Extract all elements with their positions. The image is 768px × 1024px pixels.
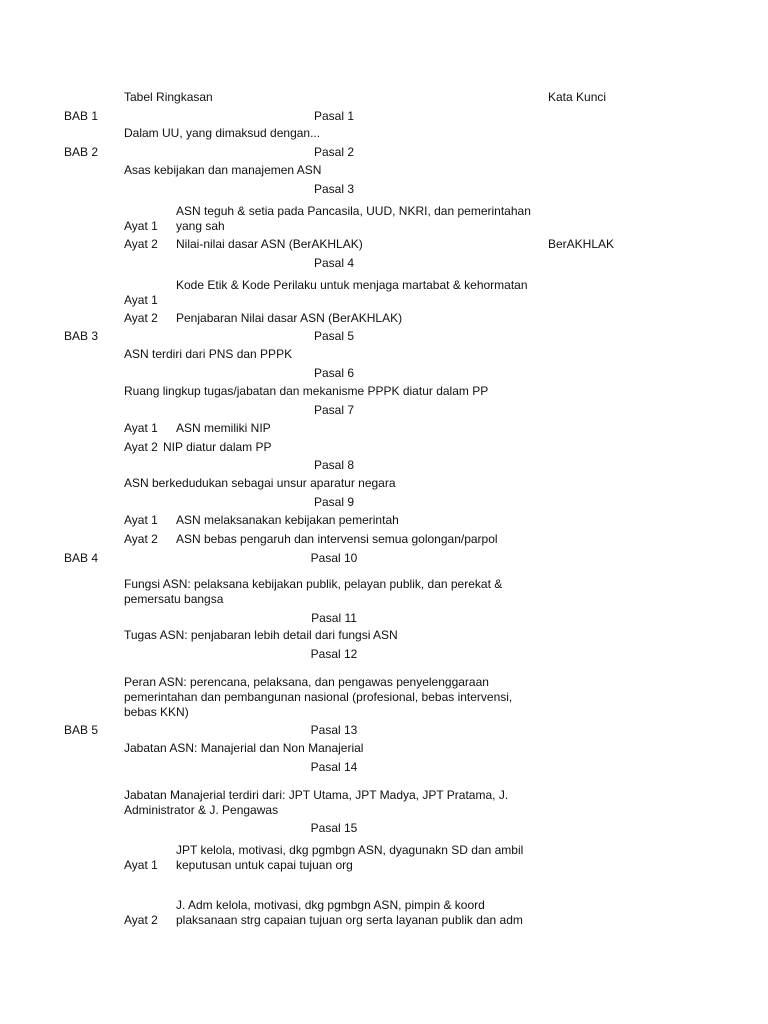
ayat-text: ASN teguh & setia pada Pancasila, UUD, NKRI, dan pemerintahan yang sah xyxy=(176,204,531,233)
ayat-label: Ayat 2 xyxy=(124,440,158,454)
ayat-label: Ayat 2 xyxy=(124,913,158,927)
ayat-text: J. Adm kelola, motivasi, dkg pgmbgn ASN, pimpin & koord plaksanaan strg capaian tujuan org serta layanan publik dan adm xyxy=(176,898,523,927)
pasal-heading: Pasal 8 xyxy=(313,458,355,472)
summary-text: Dalam UU, yang dimaksud dengan... xyxy=(124,126,321,140)
bab-label: BAB 5 xyxy=(64,723,99,737)
pasal-heading: Pasal 4 xyxy=(313,256,355,270)
pasal-heading: Pasal 2 xyxy=(313,145,355,159)
pasal-heading: Pasal 7 xyxy=(313,403,355,417)
ayat-text: JPT kelola, motivasi, dkg pgmbgn ASN, dyagunakn SD dan ambil keputusan untuk capai tujuan org xyxy=(176,843,524,872)
pasal-heading: Pasal 3 xyxy=(313,182,355,196)
summary-text: Jabatan Manajerial terdiri dari: JPT Utama, JPT Madya, JPT Pratama, J. Administrator & J. Pengawas xyxy=(124,788,509,817)
ayat-label: Ayat 1 xyxy=(124,219,158,233)
keyword-cell: BerAKHLAK xyxy=(548,237,615,251)
summary-text: ASN terdiri dari PNS dan PPPK xyxy=(124,347,293,361)
summary-text: Peran ASN: perencana, pelaksana, dan pengawas penyelenggaraan pemerintahan dan pembangunan nasional (profesional, bebas intervensi, bebas KKN) xyxy=(124,675,513,719)
summary-text: ASN berkedudukan sebagai unsur aparatur negara xyxy=(124,476,396,490)
summary-text: Asas kebijakan dan manajemen ASN xyxy=(124,163,322,177)
ayat-text: NIP diatur dalam PP xyxy=(163,440,272,454)
summary-text: Ruang lingkup tugas/jabatan dan mekanisme PPPK diatur dalam PP xyxy=(124,384,489,398)
summary-text: Tugas ASN: penjabaran lebih detail dari fungsi ASN xyxy=(124,628,398,642)
ayat-text: Penjabaran Nilai dasar ASN (BerAKHLAK) xyxy=(176,311,403,325)
pasal-heading: Pasal 11 xyxy=(311,611,357,625)
pasal-heading: Pasal 15 xyxy=(310,821,358,835)
pasal-heading: Pasal 14 xyxy=(310,760,358,774)
pasal-heading: Pasal 10 xyxy=(310,551,358,565)
bab-label: BAB 1 xyxy=(64,109,99,123)
ayat-label: Ayat 2 xyxy=(124,311,158,325)
ayat-label: Ayat 2 xyxy=(124,532,158,546)
ayat-label: Ayat 1 xyxy=(124,513,158,527)
pasal-heading: Pasal 12 xyxy=(310,647,358,661)
bab-label: BAB 4 xyxy=(64,551,99,565)
bab-label: BAB 2 xyxy=(64,145,99,159)
table-title: Tabel Ringkasan xyxy=(124,90,213,104)
ayat-text: ASN memiliki NIP xyxy=(176,421,271,435)
pasal-heading: Pasal 1 xyxy=(313,109,355,123)
pasal-heading: Pasal 9 xyxy=(313,495,355,509)
ayat-text: Kode Etik & Kode Perilaku untuk menjaga martabat & kehormatan xyxy=(176,278,528,292)
summary-text: Jabatan ASN: Manajerial dan Non Manajerial xyxy=(124,741,364,755)
ayat-label: Ayat 2 xyxy=(124,237,158,251)
ayat-label: Ayat 1 xyxy=(124,293,158,307)
ayat-text: ASN bebas pengaruh dan intervensi semua golongan/parpol xyxy=(176,532,498,546)
pasal-heading: Pasal 13 xyxy=(310,723,358,737)
pasal-heading: Pasal 5 xyxy=(313,329,355,343)
keyword-column-header: Kata Kunci xyxy=(548,90,607,104)
ayat-text: ASN melaksanakan kebijakan pemerintah xyxy=(176,513,399,527)
pasal-heading: Pasal 6 xyxy=(313,366,355,380)
bab-label: BAB 3 xyxy=(64,329,99,343)
ayat-label: Ayat 1 xyxy=(124,858,158,872)
ayat-text: Nilai-nilai dasar ASN (BerAKHLAK) xyxy=(176,237,363,251)
ayat-label: Ayat 1 xyxy=(124,421,158,435)
summary-text: Fungsi ASN: pelaksana kebijakan publik, pelayan publik, dan perekat & pemersatu bangsa xyxy=(124,577,503,606)
